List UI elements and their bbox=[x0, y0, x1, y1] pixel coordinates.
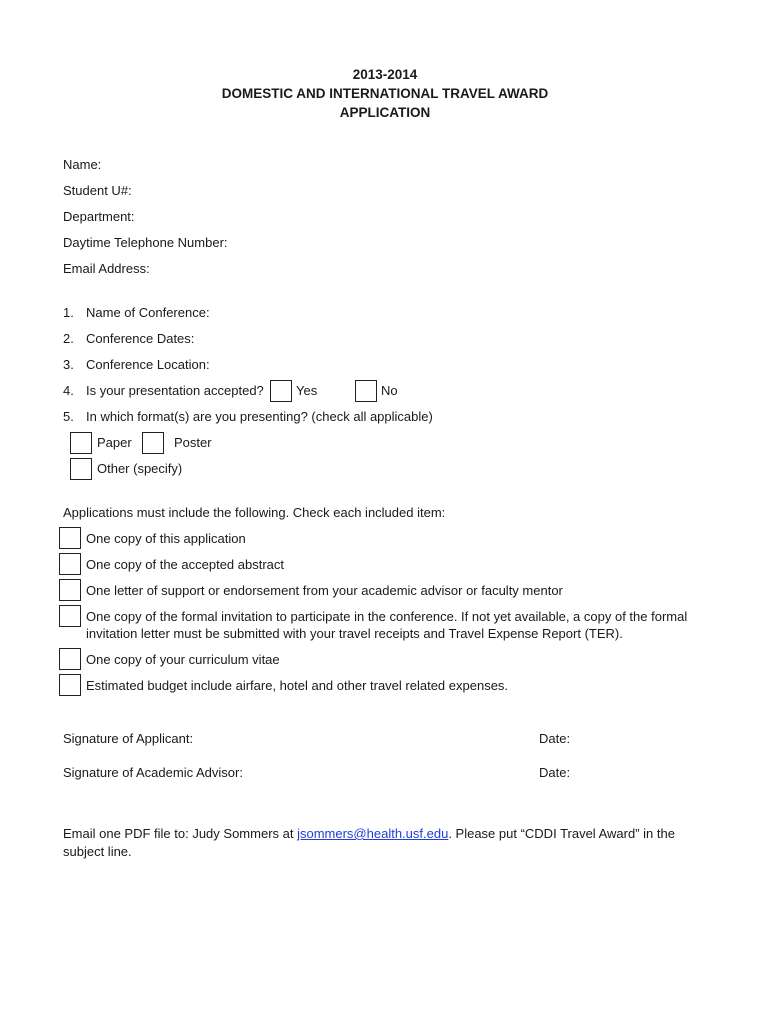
question-5-number: 5. bbox=[63, 409, 74, 424]
checklist-intro: Applications must include the following. Check each included item: bbox=[63, 505, 446, 520]
question-4-number: 4. bbox=[63, 383, 74, 398]
format-paper-label: Paper bbox=[97, 435, 132, 450]
format-poster-checkbox[interactable] bbox=[142, 432, 164, 454]
accepted-no-checkbox[interactable] bbox=[355, 380, 377, 402]
form-subtitle: APPLICATION bbox=[339, 105, 431, 120]
checklist-cv-label: One copy of your curriculum vitae bbox=[86, 652, 280, 667]
accepted-yes-label: Yes bbox=[296, 383, 318, 398]
submission-instructions-prefix: Email one PDF file to: Judy Sommers at bbox=[63, 826, 298, 841]
form-year: 2013-2014 bbox=[352, 67, 418, 82]
checklist-cv-checkbox[interactable] bbox=[59, 648, 81, 670]
question-1-number: 1. bbox=[63, 305, 74, 320]
question-2-text: Conference Dates: bbox=[86, 331, 195, 346]
question-5-text: In which format(s) are you presenting? (check all applicable) bbox=[86, 409, 433, 424]
email-link[interactable]: jsommers@health.usf.edu bbox=[297, 826, 449, 841]
advisor-date-label: Date: bbox=[539, 765, 571, 780]
format-poster-label: Poster bbox=[174, 435, 212, 450]
checklist-application-checkbox[interactable] bbox=[59, 527, 81, 549]
question-2-number: 2. bbox=[63, 331, 74, 346]
question-1-text: Name of Conference: bbox=[86, 305, 210, 320]
applicant-date-label: Date: bbox=[539, 731, 571, 746]
checklist-budget-checkbox[interactable] bbox=[59, 674, 81, 696]
format-paper-checkbox[interactable] bbox=[70, 432, 92, 454]
checklist-application-label: One copy of this application bbox=[86, 531, 246, 546]
question-4-text: Is your presentation accepted? bbox=[86, 383, 264, 398]
submission-instructions-suffix: . Please put “CDDI Travel Award” in the bbox=[448, 826, 675, 841]
checklist-support-letter-checkbox[interactable] bbox=[59, 579, 81, 601]
submission-instructions-line2: subject line. bbox=[63, 844, 132, 859]
submission-instructions bbox=[63, 826, 675, 841]
name-label: Name: bbox=[63, 157, 102, 172]
checklist-support-letter-label: One letter of support or endorsement from your academic advisor or faculty mentor bbox=[86, 583, 563, 598]
email-label: Email Address: bbox=[63, 261, 150, 276]
department-label: Department: bbox=[63, 209, 135, 224]
form-title: DOMESTIC AND INTERNATIONAL TRAVEL AWARD bbox=[221, 86, 549, 101]
format-other-label: Other (specify) bbox=[97, 461, 183, 476]
student-id-label: Student U#: bbox=[63, 183, 132, 198]
accepted-yes-checkbox[interactable] bbox=[270, 380, 292, 402]
checklist-invitation-label: One copy of the formal invitation to participate in the conference. If not yet available, a copy of the formal bbox=[86, 609, 688, 624]
accepted-no-label: No bbox=[381, 383, 398, 398]
applicant-signature-label: Signature of Applicant: bbox=[63, 731, 194, 746]
checklist-budget-label: Estimated budget include airfare, hotel and other travel related expenses. bbox=[86, 678, 509, 693]
format-other-checkbox[interactable] bbox=[70, 458, 92, 480]
checklist-invitation-label-continued: invitation letter must be submitted with your travel receipts and Travel Expense Report (TER). bbox=[86, 626, 623, 641]
telephone-label: Daytime Telephone Number: bbox=[63, 235, 228, 250]
checklist-abstract-label: One copy of the accepted abstract bbox=[86, 557, 285, 572]
advisor-signature-label: Signature of Academic Advisor: bbox=[63, 765, 243, 780]
checklist-abstract-checkbox[interactable] bbox=[59, 553, 81, 575]
question-3-text: Conference Location: bbox=[86, 357, 210, 372]
checklist-invitation-checkbox[interactable] bbox=[59, 605, 81, 627]
question-3-number: 3. bbox=[63, 357, 74, 372]
